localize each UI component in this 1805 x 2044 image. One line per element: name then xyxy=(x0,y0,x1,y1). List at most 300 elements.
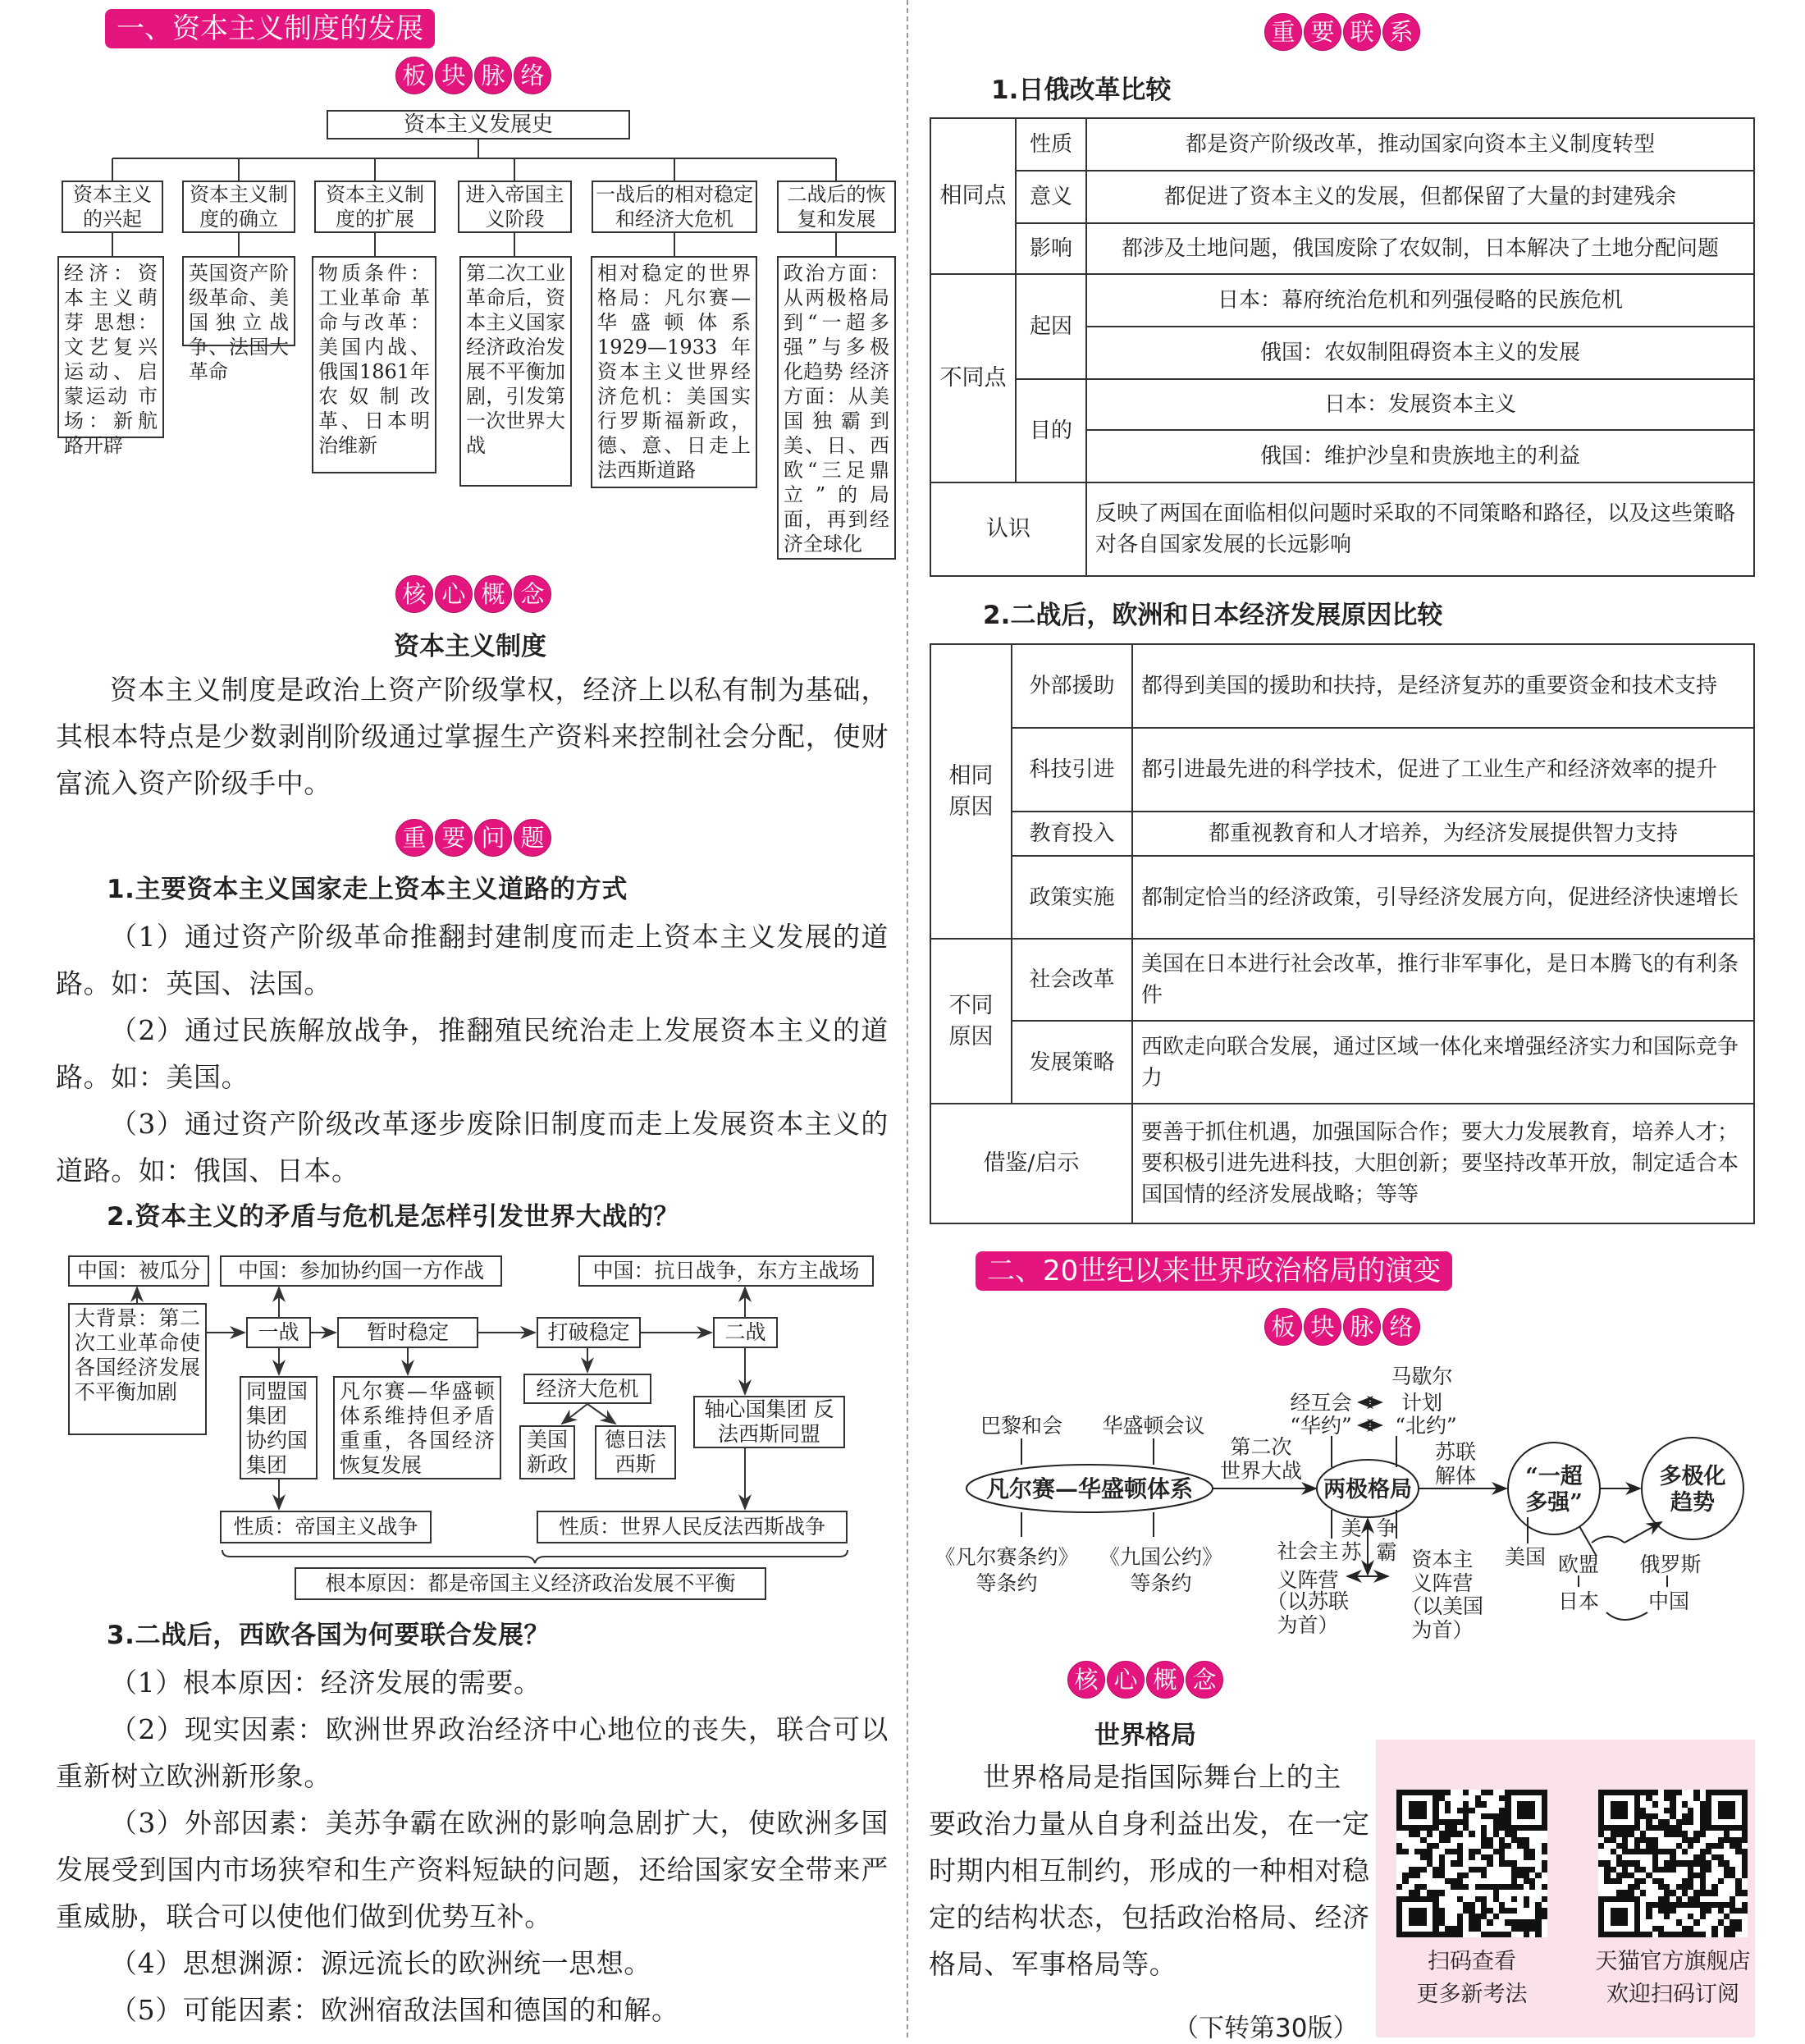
qr-module xyxy=(1414,1808,1420,1813)
qr-module xyxy=(1616,1867,1622,1873)
qr-module xyxy=(1433,1867,1438,1873)
qr-module xyxy=(1445,1914,1451,1919)
row-value: 都促进了资本主义的发展，但都保留了大量的封建残余 xyxy=(1086,171,1754,223)
concept2-line: 定的结构状态，包括政治格局、经济 xyxy=(929,1901,1370,1933)
qr-module xyxy=(1499,1867,1505,1873)
qr-module xyxy=(1414,1801,1420,1807)
qr-module xyxy=(1396,1849,1402,1854)
qr-module xyxy=(1730,1902,1735,1908)
row-key: 科技引进 xyxy=(1012,728,1132,812)
qr-module xyxy=(1463,1790,1469,1795)
qr-module xyxy=(1598,1801,1604,1807)
qr-module xyxy=(1469,1902,1474,1908)
qr-module xyxy=(1688,1837,1693,1843)
qr-module xyxy=(1542,1919,1547,1925)
qr-module xyxy=(1688,1926,1693,1932)
qr-module xyxy=(1402,1849,1408,1854)
badge-char: 系 xyxy=(1382,13,1420,51)
qr-module xyxy=(1481,1801,1487,1807)
qr-module xyxy=(1517,1825,1523,1831)
ussr-label: 解体 xyxy=(1434,1464,1477,1488)
qr-module xyxy=(1517,1932,1523,1937)
qr-module xyxy=(1451,1813,1456,1819)
qr-module xyxy=(1742,1902,1748,1908)
qr-module xyxy=(1611,1813,1616,1819)
qr-module xyxy=(1433,1819,1438,1825)
qr-module xyxy=(1475,1849,1481,1854)
qr-module xyxy=(1634,1873,1640,1878)
qr-module xyxy=(1724,1914,1730,1919)
qr-module xyxy=(1505,1878,1510,1884)
qr-module xyxy=(1505,1926,1510,1932)
qr-module xyxy=(1676,1878,1682,1884)
qr-module xyxy=(1542,1801,1547,1807)
qr-module xyxy=(1682,1860,1688,1866)
qr-module xyxy=(1493,1790,1499,1795)
qr-module xyxy=(1628,1808,1634,1813)
qr-module xyxy=(1511,1808,1517,1813)
qr-module xyxy=(1402,1790,1408,1795)
qr-module xyxy=(1427,1843,1433,1849)
qr-module xyxy=(1634,1878,1640,1884)
qr-module xyxy=(1706,1849,1711,1854)
qr-module xyxy=(1634,1808,1640,1813)
qr-module xyxy=(1487,1890,1492,1895)
versailles-treaty-label: 《凡尔赛条约》 xyxy=(934,1545,1079,1569)
qr-module xyxy=(1396,1854,1402,1860)
qr-module xyxy=(1616,1801,1622,1807)
qr-module xyxy=(1524,1813,1529,1819)
qr-module xyxy=(1652,1932,1658,1937)
qr-module xyxy=(1517,1819,1523,1825)
qr-module xyxy=(1529,1808,1535,1813)
qr-module xyxy=(1742,1790,1748,1795)
qr-module xyxy=(1611,1825,1616,1831)
qr-code-2[interactable] xyxy=(1598,1790,1748,1937)
qr-module xyxy=(1420,1878,1426,1884)
qr-module xyxy=(1611,1896,1616,1902)
qr-module xyxy=(1658,1795,1664,1801)
qr-module xyxy=(1529,1919,1535,1925)
china-box-3: 中国：抗日战争，东方主战场 xyxy=(578,1255,874,1287)
qr-module xyxy=(1652,1867,1658,1873)
qr-module xyxy=(1414,1873,1420,1878)
qr-module xyxy=(1706,1926,1711,1932)
qr-module xyxy=(1724,1867,1730,1873)
qr-module xyxy=(1700,1849,1706,1854)
qr-module xyxy=(1481,1831,1487,1836)
qr-module xyxy=(1658,1902,1664,1908)
qr-module xyxy=(1396,1890,1402,1895)
qr-module xyxy=(1402,1908,1408,1914)
qr-module xyxy=(1676,1926,1682,1932)
qr-module xyxy=(1676,1825,1682,1831)
qr-module xyxy=(1445,1837,1451,1843)
qr-module xyxy=(1611,1867,1616,1873)
qr-module xyxy=(1693,1849,1699,1854)
qr-module xyxy=(1622,1932,1628,1937)
qr-module xyxy=(1469,1914,1474,1919)
qr-module xyxy=(1640,1867,1646,1873)
qr-module xyxy=(1640,1801,1646,1807)
qr-module xyxy=(1529,1801,1535,1807)
qr-module xyxy=(1475,1813,1481,1819)
qr-module xyxy=(1664,1831,1670,1836)
qr-module xyxy=(1646,1860,1652,1866)
qr-module xyxy=(1706,1860,1711,1866)
washington-label: 华盛顿会议 xyxy=(1102,1414,1205,1438)
qr-module xyxy=(1724,1884,1730,1890)
qr-module xyxy=(1622,1919,1628,1925)
qr-module xyxy=(1535,1902,1541,1908)
qr-module xyxy=(1742,1908,1748,1914)
qr-module xyxy=(1469,1801,1474,1807)
qr-module xyxy=(1499,1849,1505,1854)
qr-module xyxy=(1409,1908,1414,1914)
qr-module xyxy=(1493,1884,1499,1890)
qr-module xyxy=(1688,1914,1693,1919)
qr-module xyxy=(1682,1819,1688,1825)
qr-module xyxy=(1542,1825,1547,1831)
qr-module xyxy=(1463,1914,1469,1919)
qr-module xyxy=(1730,1801,1735,1807)
qr-module xyxy=(1652,1902,1658,1908)
qr-module xyxy=(1457,1908,1463,1914)
qr-module xyxy=(1481,1854,1487,1860)
qr-module xyxy=(1711,1914,1717,1919)
qr-module xyxy=(1598,1813,1604,1819)
qr-module xyxy=(1676,1808,1682,1813)
qr-module xyxy=(1616,1795,1622,1801)
qr-code-1[interactable] xyxy=(1396,1790,1547,1937)
qr-module xyxy=(1499,1873,1505,1878)
qr-module xyxy=(1487,1919,1492,1925)
qr-module xyxy=(1524,1914,1529,1919)
qr-module xyxy=(1487,1860,1492,1866)
qr-module xyxy=(1611,1914,1616,1919)
qr-module xyxy=(1457,1896,1463,1902)
qr-module xyxy=(1451,1860,1456,1866)
qr-module xyxy=(1439,1813,1445,1819)
qr-module xyxy=(1475,1884,1481,1890)
qr-module xyxy=(1402,1890,1408,1895)
qr-module xyxy=(1640,1914,1646,1919)
qr-module xyxy=(1499,1932,1505,1937)
qr-module xyxy=(1487,1873,1492,1878)
qr-module xyxy=(1628,1908,1634,1914)
qr-module xyxy=(1742,1890,1748,1895)
qr-module xyxy=(1481,1896,1487,1902)
q3-item: （1）根本原因：经济发展的需要。 xyxy=(110,1667,542,1699)
superpower-label: 多强” xyxy=(1525,1490,1583,1516)
qr-module xyxy=(1700,1896,1706,1902)
tree-root: 资本主义发展史 xyxy=(327,110,630,139)
qr-module xyxy=(1396,1908,1402,1914)
qr-module xyxy=(1693,1801,1699,1807)
qr-module xyxy=(1628,1878,1634,1884)
qr-module xyxy=(1676,1801,1682,1807)
qr-module xyxy=(1664,1808,1670,1813)
badge-char: 念 xyxy=(514,575,551,613)
qr-module xyxy=(1511,1932,1517,1937)
qr-module xyxy=(1658,1849,1664,1854)
qr-module xyxy=(1664,1919,1670,1925)
qr-module xyxy=(1604,1795,1610,1801)
qr-module xyxy=(1628,1890,1634,1895)
section1-title: 一、资本主义制度的发展 xyxy=(105,9,435,48)
qr-module xyxy=(1524,1843,1529,1849)
qr-module xyxy=(1628,1902,1634,1908)
qr-module xyxy=(1718,1896,1724,1902)
qr-module xyxy=(1622,1831,1628,1836)
qr-module xyxy=(1414,1854,1420,1860)
row-value: 俄国：维护沙皇和贵族地主的利益 xyxy=(1086,430,1754,482)
qr-module xyxy=(1646,1843,1652,1849)
usa-label: 美国 xyxy=(1504,1545,1547,1569)
qr-module xyxy=(1445,1854,1451,1860)
row-value: 日本：发展资本主义 xyxy=(1086,379,1754,430)
qr-module xyxy=(1664,1825,1670,1831)
qr-module xyxy=(1658,1926,1664,1932)
qr-module xyxy=(1622,1890,1628,1895)
qr-module xyxy=(1730,1808,1735,1813)
qr-module xyxy=(1493,1902,1499,1908)
qr-module xyxy=(1469,1873,1474,1878)
qr-module xyxy=(1611,1801,1616,1807)
fascism-box: 德日法西斯 xyxy=(595,1425,676,1479)
qr-module xyxy=(1493,1837,1499,1843)
qr1-caption: 扫码查看 xyxy=(1428,1949,1516,1974)
qr-module xyxy=(1451,1808,1456,1813)
qr-module xyxy=(1469,1854,1474,1860)
qr-module xyxy=(1439,1908,1445,1914)
badge-char: 心 xyxy=(435,575,473,613)
qr-module xyxy=(1457,1795,1463,1801)
qr-module xyxy=(1439,1808,1445,1813)
qr-module xyxy=(1445,1831,1451,1836)
qr-module xyxy=(1711,1873,1717,1878)
qr-module xyxy=(1517,1860,1523,1866)
qr-module xyxy=(1742,1808,1748,1813)
qr-module xyxy=(1487,1932,1492,1937)
qr-module xyxy=(1628,1790,1634,1795)
qr-module xyxy=(1529,1908,1535,1914)
qr-module xyxy=(1463,1854,1469,1860)
qr-module xyxy=(1414,1919,1420,1925)
row-value: 西欧走向联合发展，通过区域一体化来增强经济实力和国际竞争力 xyxy=(1132,1021,1754,1104)
qr-module xyxy=(1652,1919,1658,1925)
qr-module xyxy=(1676,1908,1682,1914)
qr-module xyxy=(1535,1790,1541,1795)
qr-module xyxy=(1529,1932,1535,1937)
ww2-label: 世界大战 xyxy=(1219,1459,1303,1483)
qr-module xyxy=(1529,1884,1535,1890)
qr-module xyxy=(1711,1808,1717,1813)
qr-module xyxy=(1529,1867,1535,1873)
qr-module xyxy=(1634,1896,1640,1902)
qr-module xyxy=(1604,1890,1610,1895)
qr-module xyxy=(1735,1878,1741,1884)
qr-module xyxy=(1742,1932,1748,1937)
qr-module xyxy=(1505,1831,1510,1836)
qr-module xyxy=(1481,1860,1487,1866)
qr-module xyxy=(1730,1825,1735,1831)
qr-module xyxy=(1640,1860,1646,1866)
qr-module xyxy=(1420,1926,1426,1932)
qr-module xyxy=(1396,1914,1402,1919)
qr-module xyxy=(1706,1919,1711,1925)
qr-module xyxy=(1652,1908,1658,1914)
qr-module xyxy=(1711,1908,1717,1914)
qr-module xyxy=(1511,1849,1517,1854)
qr-module xyxy=(1475,1932,1481,1937)
qr-module xyxy=(1475,1926,1481,1932)
qr-module xyxy=(1433,1843,1438,1849)
zheng-label: 争 xyxy=(1376,1516,1397,1540)
qr-module xyxy=(1634,1890,1640,1895)
qr-module xyxy=(1396,1873,1402,1878)
qr-module xyxy=(1409,1831,1414,1836)
qr-module xyxy=(1475,1908,1481,1914)
qr-module xyxy=(1409,1873,1414,1878)
qr-module xyxy=(1711,1819,1717,1825)
qr-module xyxy=(1487,1801,1492,1807)
ba-label: 霸 xyxy=(1376,1540,1397,1564)
qr-module xyxy=(1711,1843,1717,1849)
qr-module xyxy=(1535,1854,1541,1860)
qr-module xyxy=(1676,1837,1682,1843)
qr-module xyxy=(1718,1873,1724,1878)
qr-module xyxy=(1616,1890,1622,1895)
qr-module xyxy=(1463,1932,1469,1937)
comecon-label: 经互会 xyxy=(1290,1391,1352,1415)
qr-module xyxy=(1628,1914,1634,1919)
qr-module xyxy=(1493,1849,1499,1854)
qr-module xyxy=(1524,1860,1529,1866)
qr-module xyxy=(1475,1843,1481,1849)
qr-module xyxy=(1700,1801,1706,1807)
qr-module xyxy=(1658,1837,1664,1843)
row-value: 要善于抓住机遇，加强国际合作；要大力发展教育，培养人才；要积极引进先进科技，大胆创新；要坚持改革开放，制定适合本国国情的经济发展战略；等等 xyxy=(1132,1104,1754,1223)
qr-module xyxy=(1433,1873,1438,1878)
qr-module xyxy=(1730,1932,1735,1937)
qr-module xyxy=(1604,1896,1610,1902)
qr-module xyxy=(1475,1867,1481,1873)
qr-module xyxy=(1524,1808,1529,1813)
qr-module xyxy=(1706,1831,1711,1836)
qr-module xyxy=(1598,1867,1604,1873)
qr-module xyxy=(1611,1860,1616,1866)
qr-module xyxy=(1688,1801,1693,1807)
qr-module xyxy=(1535,1813,1541,1819)
qr-module xyxy=(1616,1854,1622,1860)
qr-module xyxy=(1640,1902,1646,1908)
concept2-line: 时期内相互制约，形成的一种相对稳 xyxy=(929,1854,1370,1886)
qr-module xyxy=(1517,1867,1523,1873)
qr-module xyxy=(1505,1884,1510,1890)
row-value: 都引进最先进的科学技术，促进了工业生产和经济效率的提升 xyxy=(1132,728,1754,812)
qr-module xyxy=(1487,1843,1492,1849)
vw-label: 凡尔赛—华盛顿体系 xyxy=(985,1475,1194,1502)
qr-module xyxy=(1735,1867,1741,1873)
qr-module xyxy=(1499,1902,1505,1908)
qr-module xyxy=(1463,1819,1469,1825)
qr-module xyxy=(1475,1831,1481,1836)
qr-module xyxy=(1433,1837,1438,1843)
qr-module xyxy=(1457,1819,1463,1825)
qr-module xyxy=(1730,1837,1735,1843)
qr-module xyxy=(1396,1790,1402,1795)
qr-module xyxy=(1676,1896,1682,1902)
qr-module xyxy=(1730,1873,1735,1878)
qr-module xyxy=(1542,1902,1547,1908)
qr-module xyxy=(1402,1854,1408,1860)
qr-module xyxy=(1427,1837,1433,1843)
ww2-box: 二战 xyxy=(713,1317,778,1348)
qr-module xyxy=(1700,1890,1706,1895)
badge-char: 板 xyxy=(1264,1308,1302,1346)
qr-module xyxy=(1493,1825,1499,1831)
tree-branch-detail: 英国资产阶级革命、美国独立战争、法国大革命 xyxy=(182,256,295,346)
qr-module xyxy=(1481,1808,1487,1813)
qr-module xyxy=(1682,1878,1688,1884)
qr-module xyxy=(1652,1926,1658,1932)
qr-module xyxy=(1700,1843,1706,1849)
qr-module xyxy=(1735,1843,1741,1849)
qr-module xyxy=(1493,1867,1499,1873)
qr-module xyxy=(1622,1914,1628,1919)
qr-module xyxy=(1598,1808,1604,1813)
qr-module xyxy=(1402,1808,1408,1813)
qr-module xyxy=(1445,1860,1451,1866)
badge-char: 块 xyxy=(1304,1308,1341,1346)
qr-module xyxy=(1409,1825,1414,1831)
qr-module xyxy=(1511,1878,1517,1884)
multipolar-label: 多极化 xyxy=(1659,1464,1726,1489)
qr-module xyxy=(1463,1801,1469,1807)
qr-module xyxy=(1487,1884,1492,1890)
qr-module xyxy=(1742,1919,1748,1925)
qr-module xyxy=(1646,1849,1652,1854)
qr-module xyxy=(1517,1902,1523,1908)
qr-module xyxy=(1420,1854,1426,1860)
qr-module xyxy=(1469,1932,1474,1937)
qr-module xyxy=(1535,1926,1541,1932)
qr-module xyxy=(1670,1808,1675,1813)
qr-module xyxy=(1396,1819,1402,1825)
qr-module xyxy=(1664,1908,1670,1914)
qr-module xyxy=(1628,1854,1634,1860)
badge-char: 重 xyxy=(395,819,433,857)
qr-module xyxy=(1396,1884,1402,1890)
qr-module xyxy=(1451,1884,1456,1890)
qr-module xyxy=(1445,1884,1451,1890)
qr-module xyxy=(1481,1867,1487,1873)
cap-camp: 义阵营 xyxy=(1411,1571,1474,1595)
qr-module xyxy=(1658,1790,1664,1795)
qr-module xyxy=(1457,1878,1463,1884)
qr-module xyxy=(1604,1878,1610,1884)
qr-module xyxy=(1664,1801,1670,1807)
qr-module xyxy=(1451,1801,1456,1807)
row-value: 都制定恰当的经济政策，引导经济发展方向，促进经济快速增长 xyxy=(1132,856,1754,939)
qr-module xyxy=(1711,1919,1717,1925)
qr-module xyxy=(1598,1849,1604,1854)
qr-module xyxy=(1542,1854,1547,1860)
qr-module xyxy=(1445,1919,1451,1925)
qr-module xyxy=(1420,1801,1426,1807)
qr-module xyxy=(1420,1914,1426,1919)
